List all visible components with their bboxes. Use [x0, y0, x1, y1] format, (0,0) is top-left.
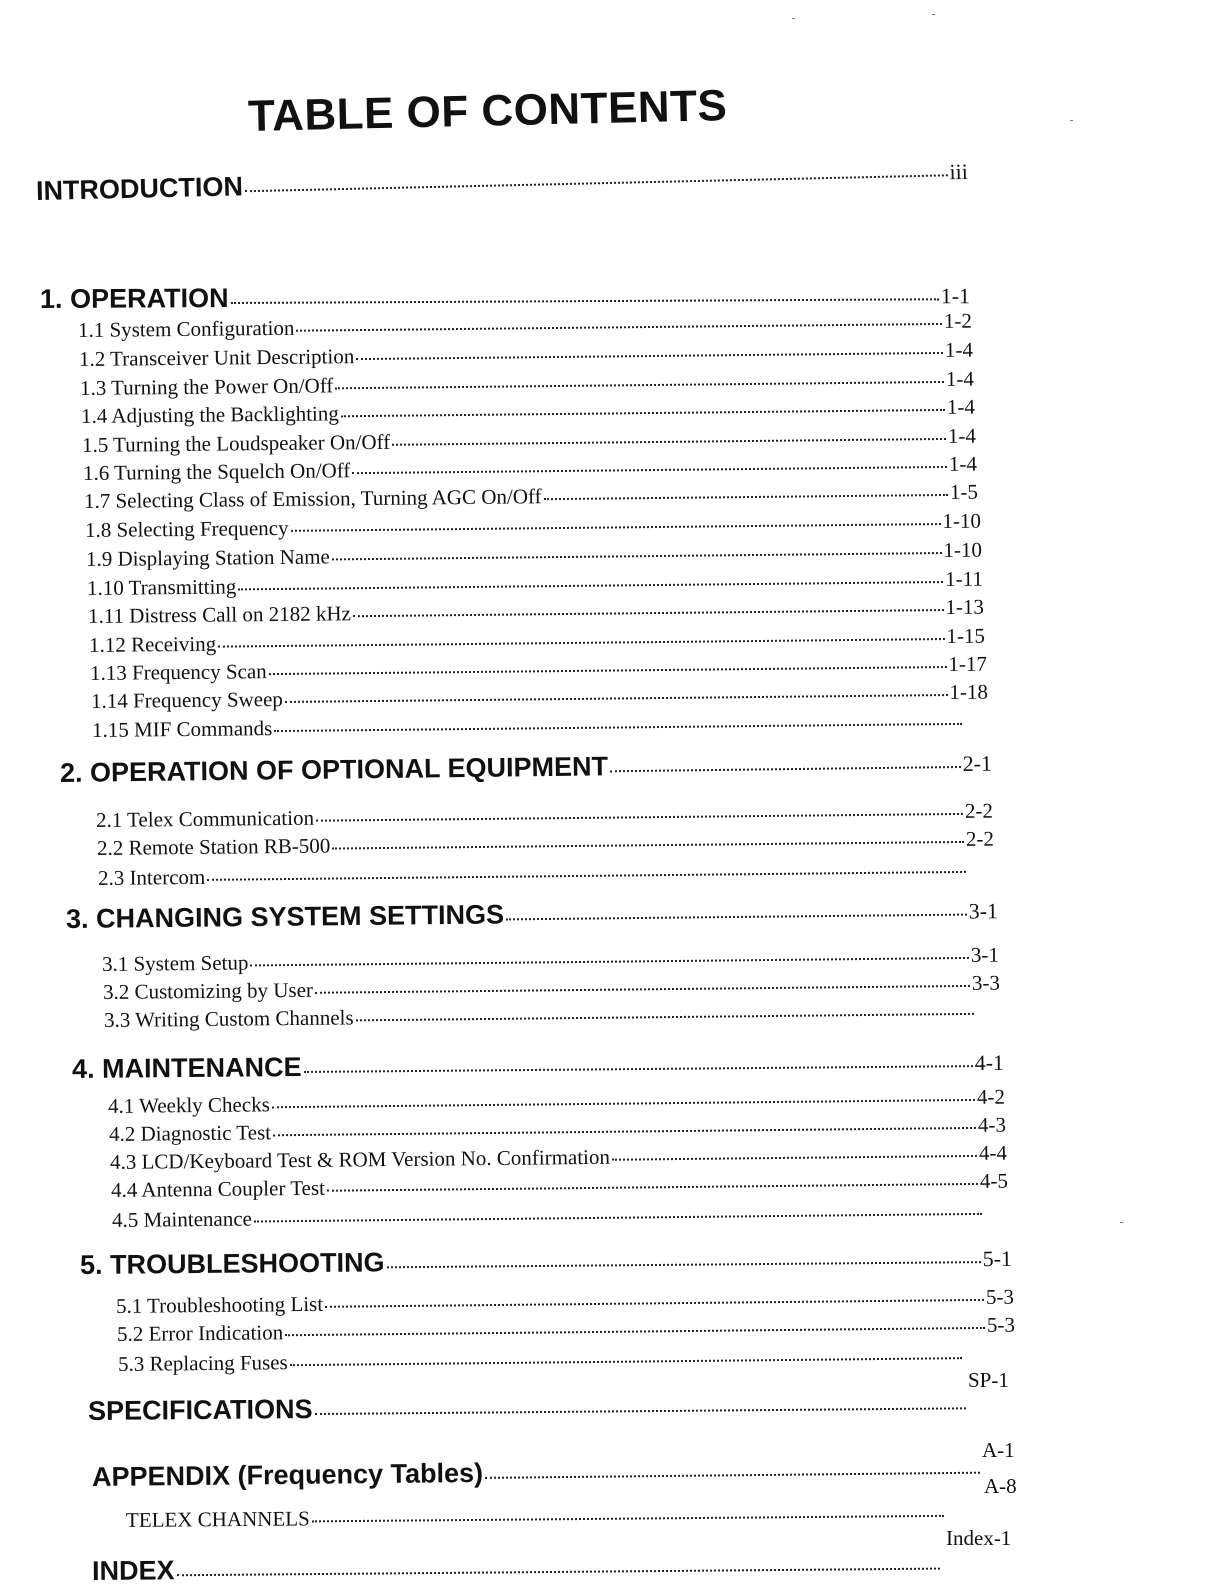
- toc-entry-label: 4.3 LCD/Keyboard Test & ROM Version No. Confirmation: [109, 1144, 611, 1174]
- leader-dots: [327, 1171, 978, 1191]
- toc-section-1-11: [88, 595, 984, 629]
- toc-entry-page: 3-1: [968, 898, 999, 924]
- leader-dots: [290, 1346, 962, 1367]
- toc-entry-label: 4. MAINTENANCE: [71, 1051, 302, 1084]
- leader-dots: [543, 482, 948, 500]
- toc-entry-label: 1.7 Selecting Class of Emission, Turning AGC On/Off: [83, 484, 542, 513]
- toc-section-5-2: [117, 1313, 1015, 1347]
- toc-section-1-2: [79, 338, 973, 372]
- toc-entry-label: 4.5 Maintenance: [111, 1206, 253, 1232]
- leader-dots: [353, 597, 944, 617]
- toc-entry-page: 4-3: [977, 1112, 1007, 1137]
- leader-dots: [386, 1246, 980, 1268]
- scan-speck: [932, 14, 935, 15]
- toc-chapter-2: [60, 747, 992, 789]
- leader-dots: [285, 1315, 985, 1336]
- leader-dots: [341, 397, 945, 417]
- toc-entry-label: 5.2 Error Indication: [116, 1320, 284, 1346]
- toc-entry-page: 2-2: [964, 798, 994, 823]
- toc-entry-introduction: [36, 155, 968, 207]
- toc-entry-label: 2.2 Remote Station RB-500: [96, 833, 331, 860]
- leader-dots: [274, 711, 962, 732]
- leader-dots: [332, 540, 942, 560]
- toc-entry-page: 4-2: [976, 1084, 1006, 1109]
- leader-dots: [285, 682, 948, 702]
- scan-speck: [1120, 1222, 1123, 1223]
- leader-dots: [325, 1287, 984, 1307]
- leader-dots: [250, 945, 969, 966]
- scan-speck: [792, 18, 795, 19]
- toc-entry-page: 1-2: [943, 308, 973, 333]
- specifications-page: SP-1: [968, 1368, 1009, 1392]
- toc-entry-page: 4-1: [974, 1049, 1005, 1076]
- leader-dots: [506, 899, 967, 921]
- toc-entry-label: 4.4 Antenna Coupler Test: [110, 1175, 326, 1202]
- toc-section-4-4: [111, 1169, 1008, 1203]
- toc-entry-label: 1.13 Frequency Scan: [89, 659, 267, 685]
- toc-entry-page: 1-10: [943, 537, 983, 563]
- leader-dots: [314, 1392, 966, 1415]
- toc-entry-label: 4.1 Weekly Checks: [107, 1092, 270, 1118]
- leader-dots: [273, 1115, 976, 1136]
- leader-dots: [290, 511, 940, 531]
- toc-entry-label: 2. OPERATION OF OPTIONAL EQUIPMENT: [59, 751, 609, 788]
- leader-dots: [312, 1503, 944, 1522]
- toc-entry-label: 1.1 System Configuration: [77, 315, 295, 342]
- toc-section-2-3: [98, 857, 968, 891]
- toc-entry-label: SPECIFICATIONS: [87, 1394, 313, 1426]
- toc-entry-page: 5-3: [986, 1312, 1016, 1337]
- toc-entry-page: 1-4: [944, 337, 974, 362]
- toc-section-1-4: [81, 395, 975, 429]
- leader-dots: [392, 426, 946, 445]
- toc-entry-page: 5-3: [985, 1284, 1015, 1309]
- toc-chapter-5: [80, 1242, 1012, 1281]
- leader-dots: [303, 1050, 972, 1073]
- toc-section-1-14: [91, 680, 988, 714]
- toc-entry-appendix: [92, 1453, 982, 1493]
- leader-dots: [218, 626, 944, 647]
- toc-entry-label: 1.15 MIF Commands: [91, 716, 273, 742]
- toc-entry-index: [92, 1549, 942, 1587]
- leader-dots: [315, 973, 970, 993]
- toc-entry-label: 5.3 Replacing Fuses: [117, 1350, 288, 1376]
- toc-entry-label: INTRODUCTION: [35, 171, 244, 206]
- toc-section-1-7: [84, 480, 978, 514]
- leader-dots: [335, 369, 944, 389]
- toc-entry-page: 3-3: [971, 970, 1001, 995]
- toc-entry-label: 3.2 Customizing by User: [102, 977, 314, 1004]
- toc-entry-page: 1-15: [946, 623, 986, 649]
- toc-entry-page: 1-10: [942, 508, 982, 534]
- leader-dots: [176, 1553, 940, 1577]
- toc-entry-label: 4.2 Diagnostic Test: [108, 1120, 272, 1146]
- toc-entry-label: 1.3 Turning the Power On/Off: [79, 373, 334, 400]
- toc-entry-label: INDEX: [91, 1555, 175, 1586]
- leader-dots: [610, 751, 961, 772]
- leader-dots: [245, 159, 948, 192]
- toc-entry-label: 1.4 Adjusting the Backlighting: [80, 401, 339, 428]
- toc-chapter-4: [72, 1046, 1004, 1085]
- toc-entry-label: 5. TROUBLESHOOTING: [79, 1247, 385, 1280]
- toc-entry-page: 1-4: [945, 366, 975, 391]
- toc-entry-specifications: [88, 1388, 968, 1427]
- toc-entry-page: 1-4: [947, 423, 977, 448]
- toc-entry-label: 1.9 Displaying Station Name: [85, 544, 330, 571]
- toc-section-4-5: [112, 1199, 984, 1233]
- toc-entry-page: 2-2: [965, 826, 995, 851]
- toc-entry-page: 1-11: [945, 566, 984, 592]
- leader-dots: [485, 1457, 980, 1479]
- toc-entry-page: 1-13: [945, 594, 985, 620]
- toc-entry-page: 2-1: [962, 750, 993, 776]
- toc-entry-label: 1.5 Turning the Loudspeaker On/Off: [81, 429, 391, 457]
- toc-entry-label: 2.3 Intercom: [97, 864, 206, 890]
- appendix-page: A-1: [982, 1438, 1015, 1462]
- toc-section-1-9: [86, 538, 982, 572]
- toc-entry-label: TELEX CHANNELS: [125, 1506, 310, 1532]
- leader-dots: [612, 1143, 977, 1160]
- scan-speck: [1070, 120, 1073, 121]
- toc-entry-page: 1-4: [946, 394, 976, 419]
- toc-entry-label: 1.14 Frequency Sweep: [90, 686, 283, 713]
- index-page: Index-1: [946, 1526, 1012, 1550]
- toc-entry-label: APPENDIX (Frequency Tables): [91, 1457, 484, 1492]
- toc-entry-page: 1-4: [948, 451, 978, 476]
- page-title: TABLE OF CONTENTS: [247, 81, 728, 141]
- toc-section-1-15: [92, 709, 964, 743]
- leader-dots: [254, 1201, 982, 1222]
- leader-dots: [316, 801, 963, 821]
- leader-dots: [269, 654, 947, 675]
- toc-entry-page: 1-18: [949, 679, 989, 705]
- toc-entry-label: 5.1 Troubleshooting List: [115, 1291, 324, 1318]
- toc-entry-label: 1.6 Turning the Squelch On/Off: [82, 458, 351, 485]
- toc-section-5-3: [118, 1343, 964, 1377]
- toc-entry-label: 3. CHANGING SYSTEM SETTINGS: [65, 899, 505, 934]
- leader-dots: [296, 311, 942, 331]
- toc-entry-label: 1.12 Receiving: [88, 631, 217, 657]
- toc-section-1-8: [85, 509, 981, 543]
- toc-chapter-3: [66, 894, 998, 935]
- leader-dots: [207, 859, 966, 880]
- toc-section-3-3: [104, 999, 976, 1033]
- toc-entry-label: 1. OPERATION: [39, 283, 229, 314]
- leader-dots: [356, 340, 943, 360]
- toc-entry-label: 1.8 Selecting Frequency: [84, 515, 289, 542]
- toc-section-2-2: [97, 827, 994, 861]
- leader-dots: [238, 569, 943, 590]
- toc-entry-page: 1-17: [948, 651, 988, 677]
- toc-entry-label: 3.1 System Setup: [101, 950, 249, 976]
- toc-entry-page: 4-5: [979, 1168, 1009, 1193]
- leader-dots: [352, 454, 947, 474]
- toc-entry-page: 1-5: [949, 479, 979, 504]
- leader-dots: [230, 283, 938, 304]
- telex-channels-page: A-8: [984, 1474, 1017, 1498]
- toc-entry-page: iii: [949, 158, 969, 185]
- leader-dots: [355, 1001, 973, 1021]
- toc-entry-page: 1-1: [940, 283, 971, 309]
- toc-entry-page: 5-1: [982, 1245, 1013, 1272]
- toc-entry-page: 3-1: [970, 942, 1000, 967]
- toc-entry-page: 4-4: [978, 1140, 1008, 1165]
- leader-dots: [332, 829, 964, 849]
- toc-entry-label: 3.3 Writing Custom Channels: [103, 1005, 354, 1032]
- toc-entry-label: 1.2 Transceiver Unit Description: [78, 344, 355, 371]
- toc-entry-label: 2.1 Telex Communication: [95, 805, 315, 832]
- toc-entry-label: 1.10 Transmitting: [86, 574, 237, 600]
- toc-entry-telex-channels: [126, 1501, 946, 1533]
- leader-dots: [272, 1087, 975, 1108]
- toc-entry-label: 1.11 Distress Call on 2182 kHz: [87, 601, 351, 628]
